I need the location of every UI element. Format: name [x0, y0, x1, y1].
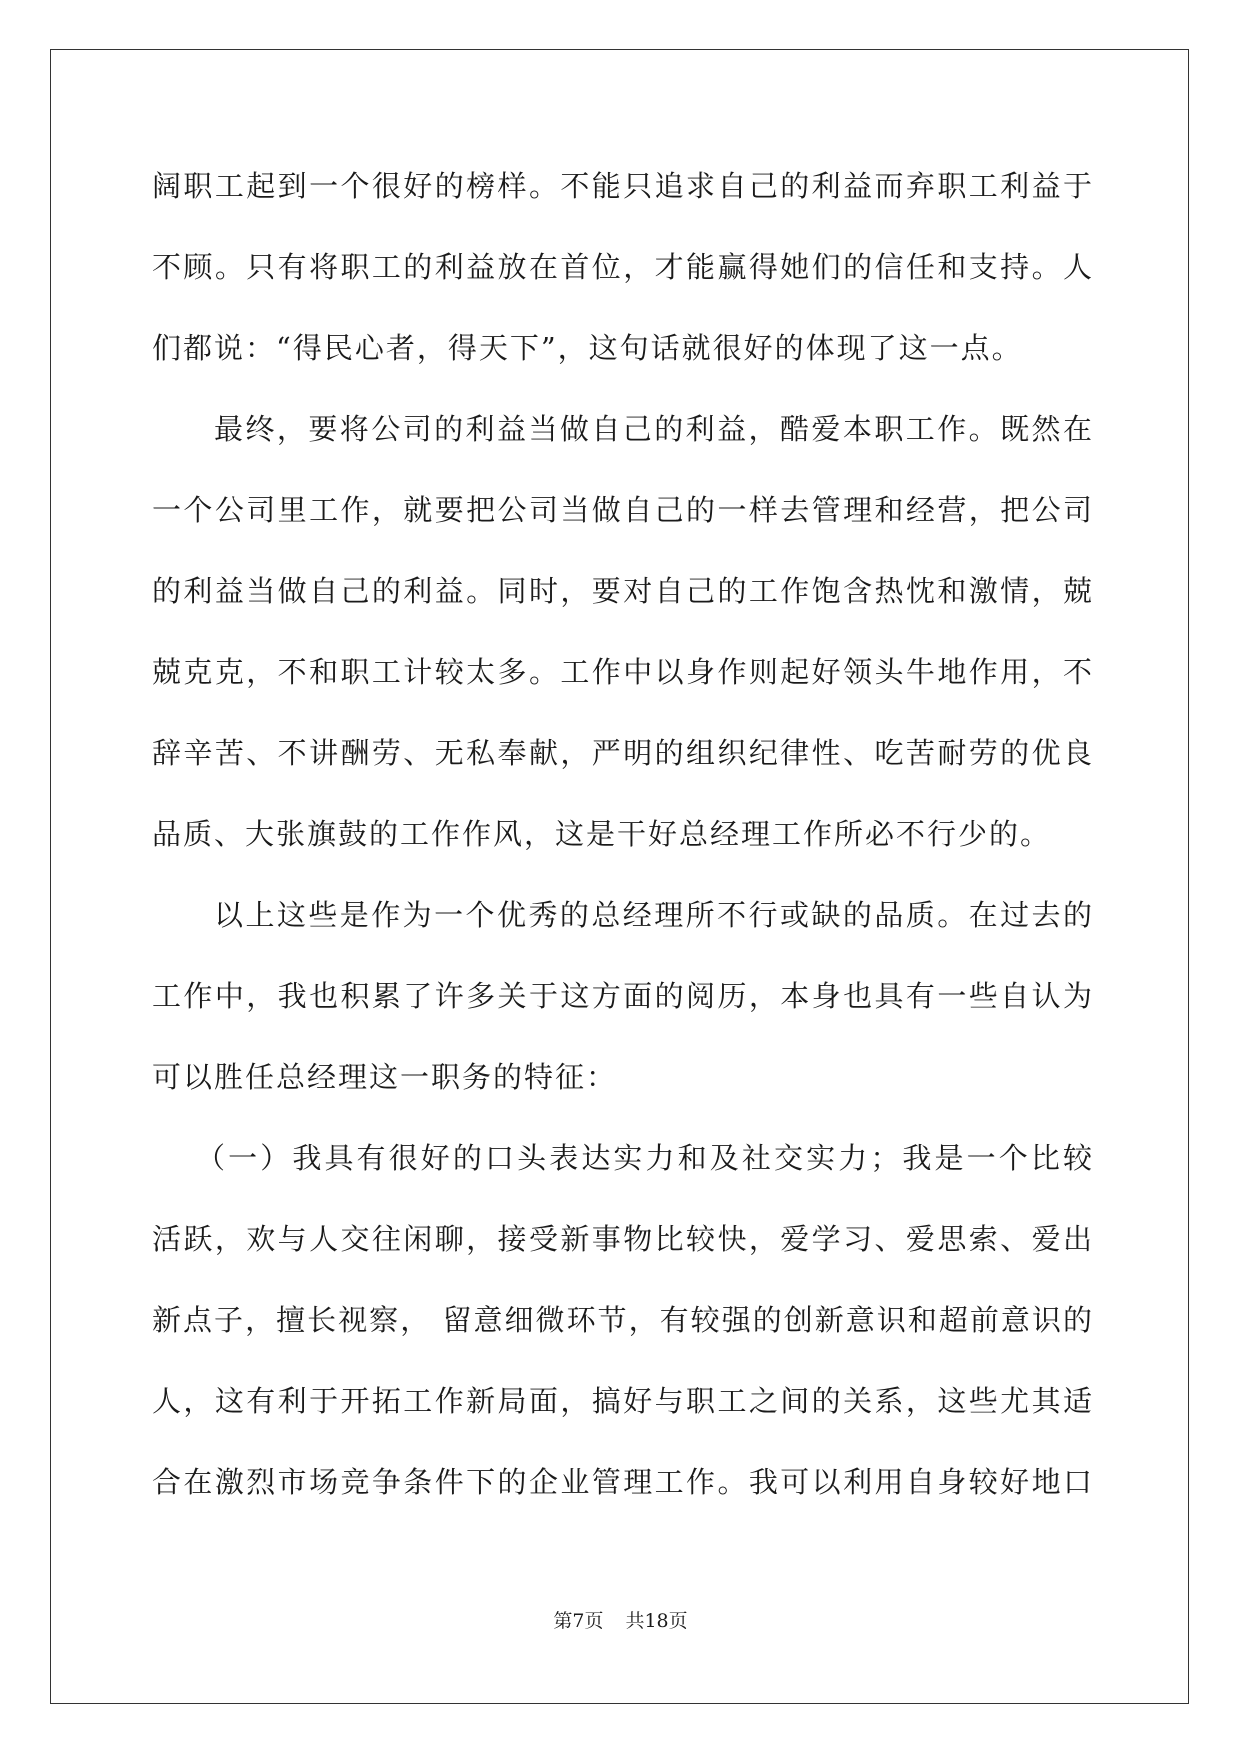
text-line: 合在激烈市场竞争条件下的企业管理工作。我可以利用自身较好地口 [152, 1465, 1094, 1499]
page-footer [0, 1606, 1241, 1633]
text-line: 新点子，擅长视察， 留意细微环节，有较强的创新意识和超前意识的 [152, 1303, 1094, 1337]
text-line: 一个公司里工作，就要把公司当做自己的一样去管理和经营，把公司 [152, 493, 1094, 527]
text-line: 人，这有利于开拓工作新局面，搞好与职工之间的关系，这些尤其适 [152, 1384, 1094, 1418]
text-line: 可以胜任总经理这一职务的特征： [152, 1060, 618, 1094]
text-line: 兢克克，不和职工计较太多。工作中以身作则起好领头牛地作用，不 [152, 655, 1094, 689]
page-total: 共18页 [625, 1610, 688, 1632]
paragraph-first-line: （一）我具有很好的口头表达实力和及社交实力；我是一个比较 [196, 1141, 1094, 1175]
text-line: 的利益当做自己的利益。同时，要对自己的工作饱含热忱和激情，兢 [152, 574, 1094, 608]
text-line: 不顾。只有将职工的利益放在首位，才能赢得她们的信任和支持。人 [152, 250, 1094, 284]
document-body [152, 146, 1094, 1523]
text-line: 们都说：“得民心者，得天下”，这句话就很好的体现了这一点。 [152, 331, 1023, 365]
paragraph-first-line: 最终，要将公司的利益当做自己的利益，酷爱本职工作。既然在 [214, 412, 1094, 446]
page-number: 第7页 [553, 1610, 604, 1632]
paragraph-first-line: 以上这些是作为一个优秀的总经理所不行或缺的品质。在过去的 [214, 898, 1094, 932]
text-line: 辞辛苦、不讲酬劳、无私奉献，严明的组织纪律性、吃苦耐劳的优良 [152, 736, 1094, 770]
text-line: 品质、大张旗鼓的工作作风，这是干好总经理工作所必不行少的。 [152, 817, 1052, 851]
text-line: 阔职工起到一个很好的榜样。不能只追求自己的利益而弃职工利益于 [152, 169, 1094, 203]
text-line: 活跃，欢与人交往闲聊，接受新事物比较快，爱学习、爱思索、爱出 [152, 1222, 1094, 1256]
text-line: 工作中，我也积累了许多关于这方面的阅历，本身也具有一些自认为 [152, 979, 1094, 1013]
